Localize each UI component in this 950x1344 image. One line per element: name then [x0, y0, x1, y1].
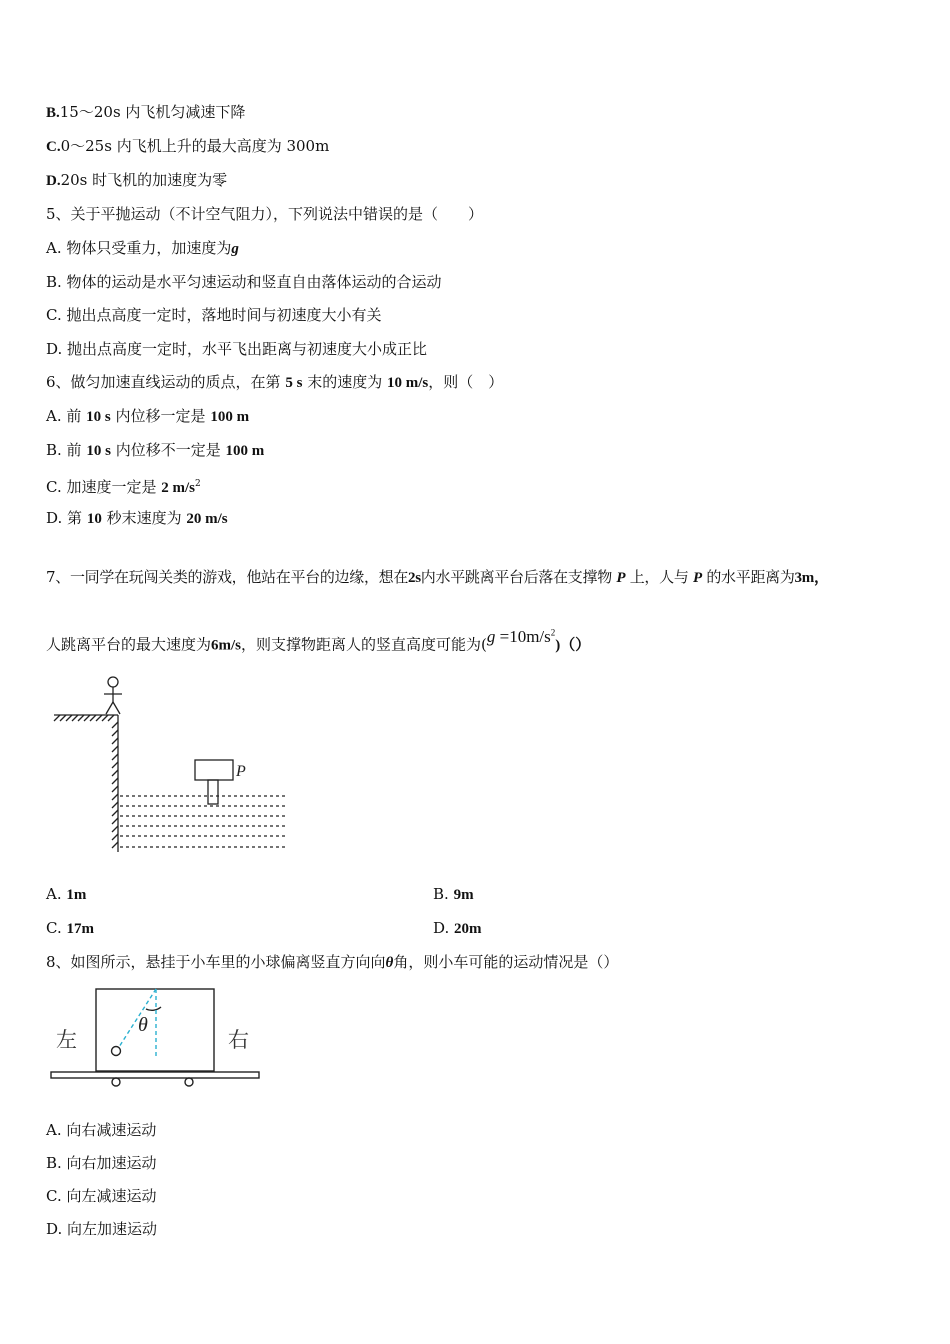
option-text: 0～25s 内飞机上升的最大高度为 300m [60, 137, 330, 155]
stem-part: 人跳离平台的最大速度为 [46, 635, 212, 654]
stem-part: ，则支撑物距离人的竖直高度可能为( [241, 635, 487, 654]
stem-value: 10 m/s [387, 375, 429, 391]
option-value: 20m [454, 921, 482, 937]
q5-option-b: B. 物体的运动是水平匀速运动和竖直自由落体运动的合运动 [46, 273, 442, 291]
stem-value: P [616, 570, 626, 586]
q5-option-d: D. 抛出点高度一定时，水平飞出距离与初速度大小成正比 [46, 340, 428, 358]
stem-value: 3m， [794, 570, 829, 586]
option-letter: B. [433, 885, 449, 903]
q6-option-d [46, 508, 228, 529]
q4-option-d [46, 170, 227, 191]
stem-part: 末的速度为 [307, 373, 383, 391]
q6-option-a [46, 406, 249, 427]
option-value: 1m [66, 887, 87, 903]
superscript: 2 [550, 627, 556, 637]
stem-part: 8、如图所示，悬挂于小车里的小球偏离竖直方向向 [46, 953, 386, 971]
option-text: 15～20s 内飞机匀减速下降 [59, 103, 246, 121]
q8-option-a: A. 向右减速运动 [46, 1121, 157, 1139]
cart-wheel-right [185, 1078, 193, 1086]
option-letter: C. [46, 139, 61, 155]
option-value: 100 m [225, 443, 265, 459]
q8-stem [46, 952, 618, 973]
stem-part: 内水平跳离平台后落在支撑物 [420, 568, 612, 586]
q4-option-b [46, 102, 245, 123]
option-letter: A. [46, 885, 62, 903]
option-text: B. 前 [46, 441, 82, 459]
stem-value: 5 s [285, 375, 303, 391]
cart-pendulum-figure [48, 985, 263, 1090]
option-text: 内位移一定是 [115, 407, 206, 425]
option-text: 内位移不一定是 [115, 441, 221, 459]
stem-part: 的水平距离为 [706, 568, 795, 586]
q7-option-a [46, 884, 86, 905]
option-value: 2 m/s [161, 480, 196, 496]
stem-part: 上，人与 [629, 568, 689, 586]
option-value: 10 s [86, 443, 111, 459]
option-text: A. 物体只受重力，加速度为 [46, 239, 232, 257]
q8-option-c: C. 向左减速运动 [46, 1187, 157, 1205]
option-value: 10 s [86, 409, 111, 425]
water-lines [120, 796, 288, 847]
option-letter: B. [46, 105, 60, 121]
q7-option-b [433, 884, 474, 905]
pendulum-ball [112, 1047, 121, 1056]
option-text: A. 前 [46, 407, 82, 425]
stem-part: )（） [555, 637, 591, 654]
platform-top-hatch [54, 715, 114, 721]
q6-stem [46, 372, 503, 393]
option-text: 20s 时飞机的加速度为零 [60, 171, 228, 189]
q5-stem: 5、关于平抛运动（不计空气阻力），下列说法中错误的是（ ） [46, 205, 484, 223]
option-text: D. 第 [46, 509, 83, 527]
right-label: 右 [228, 1028, 249, 1052]
q7-stem-line2 [46, 626, 591, 656]
stem-value: 6m/s [211, 637, 242, 654]
angle-arc [146, 1007, 161, 1010]
option-value: 10 [86, 511, 102, 527]
option-value: 100 m [210, 409, 250, 425]
stem-part: 角，则小车可能的运动情况是（） [393, 953, 619, 971]
symbol-g: g [231, 241, 239, 257]
q5-option-a [46, 238, 239, 259]
formula-g: g [486, 626, 496, 646]
formula-value: =10m/s [495, 626, 551, 646]
option-value: 9m [453, 887, 474, 903]
stem-part: 7、一同学在玩闯关类的游戏，他站在平台的边缘，想在 [46, 568, 409, 586]
option-value: 20 m/s [186, 511, 228, 527]
option-text: 秒末速度为 [106, 509, 182, 527]
q7-option-d [433, 918, 482, 939]
q4-option-c [46, 136, 329, 157]
platform-wall-hatch [112, 722, 118, 848]
support-label-p: P [236, 763, 246, 780]
gravity-formula [487, 627, 555, 646]
q5-option-c: C. 抛出点高度一定时，落地时间与初速度大小有关 [46, 306, 382, 324]
q7-option-c [46, 918, 94, 939]
q7-stem-line1 [46, 567, 829, 588]
stick-person [104, 677, 122, 714]
option-letter: C. [46, 919, 62, 937]
theta-label: θ [138, 1014, 148, 1036]
stem-part: ，则（ ） [428, 373, 504, 391]
platform-jump-figure [50, 672, 295, 860]
option-letter: D. [433, 919, 450, 937]
stem-part: 6、做匀加速直线运动的质点，在第 [46, 373, 281, 391]
left-label: 左 [56, 1028, 77, 1052]
superscript: 2 [195, 479, 201, 489]
stem-value: P [693, 570, 702, 586]
q6-option-b [46, 440, 264, 461]
stem-theta: θ [385, 955, 394, 971]
cart-wheel-left [112, 1078, 120, 1086]
option-text: C. 加速度一定是 [46, 478, 157, 496]
cart-platform [51, 1072, 259, 1078]
q8-option-d: D. 向左加速运动 [46, 1220, 158, 1238]
stem-value: 2s [408, 570, 421, 586]
q8-option-b: B. 向右加速运动 [46, 1154, 157, 1172]
q6-option-c [46, 474, 201, 498]
cart-body [96, 989, 214, 1071]
option-letter: D. [46, 173, 61, 189]
option-value: 17m [66, 921, 94, 937]
support-block [195, 760, 233, 780]
support-post [208, 780, 218, 804]
